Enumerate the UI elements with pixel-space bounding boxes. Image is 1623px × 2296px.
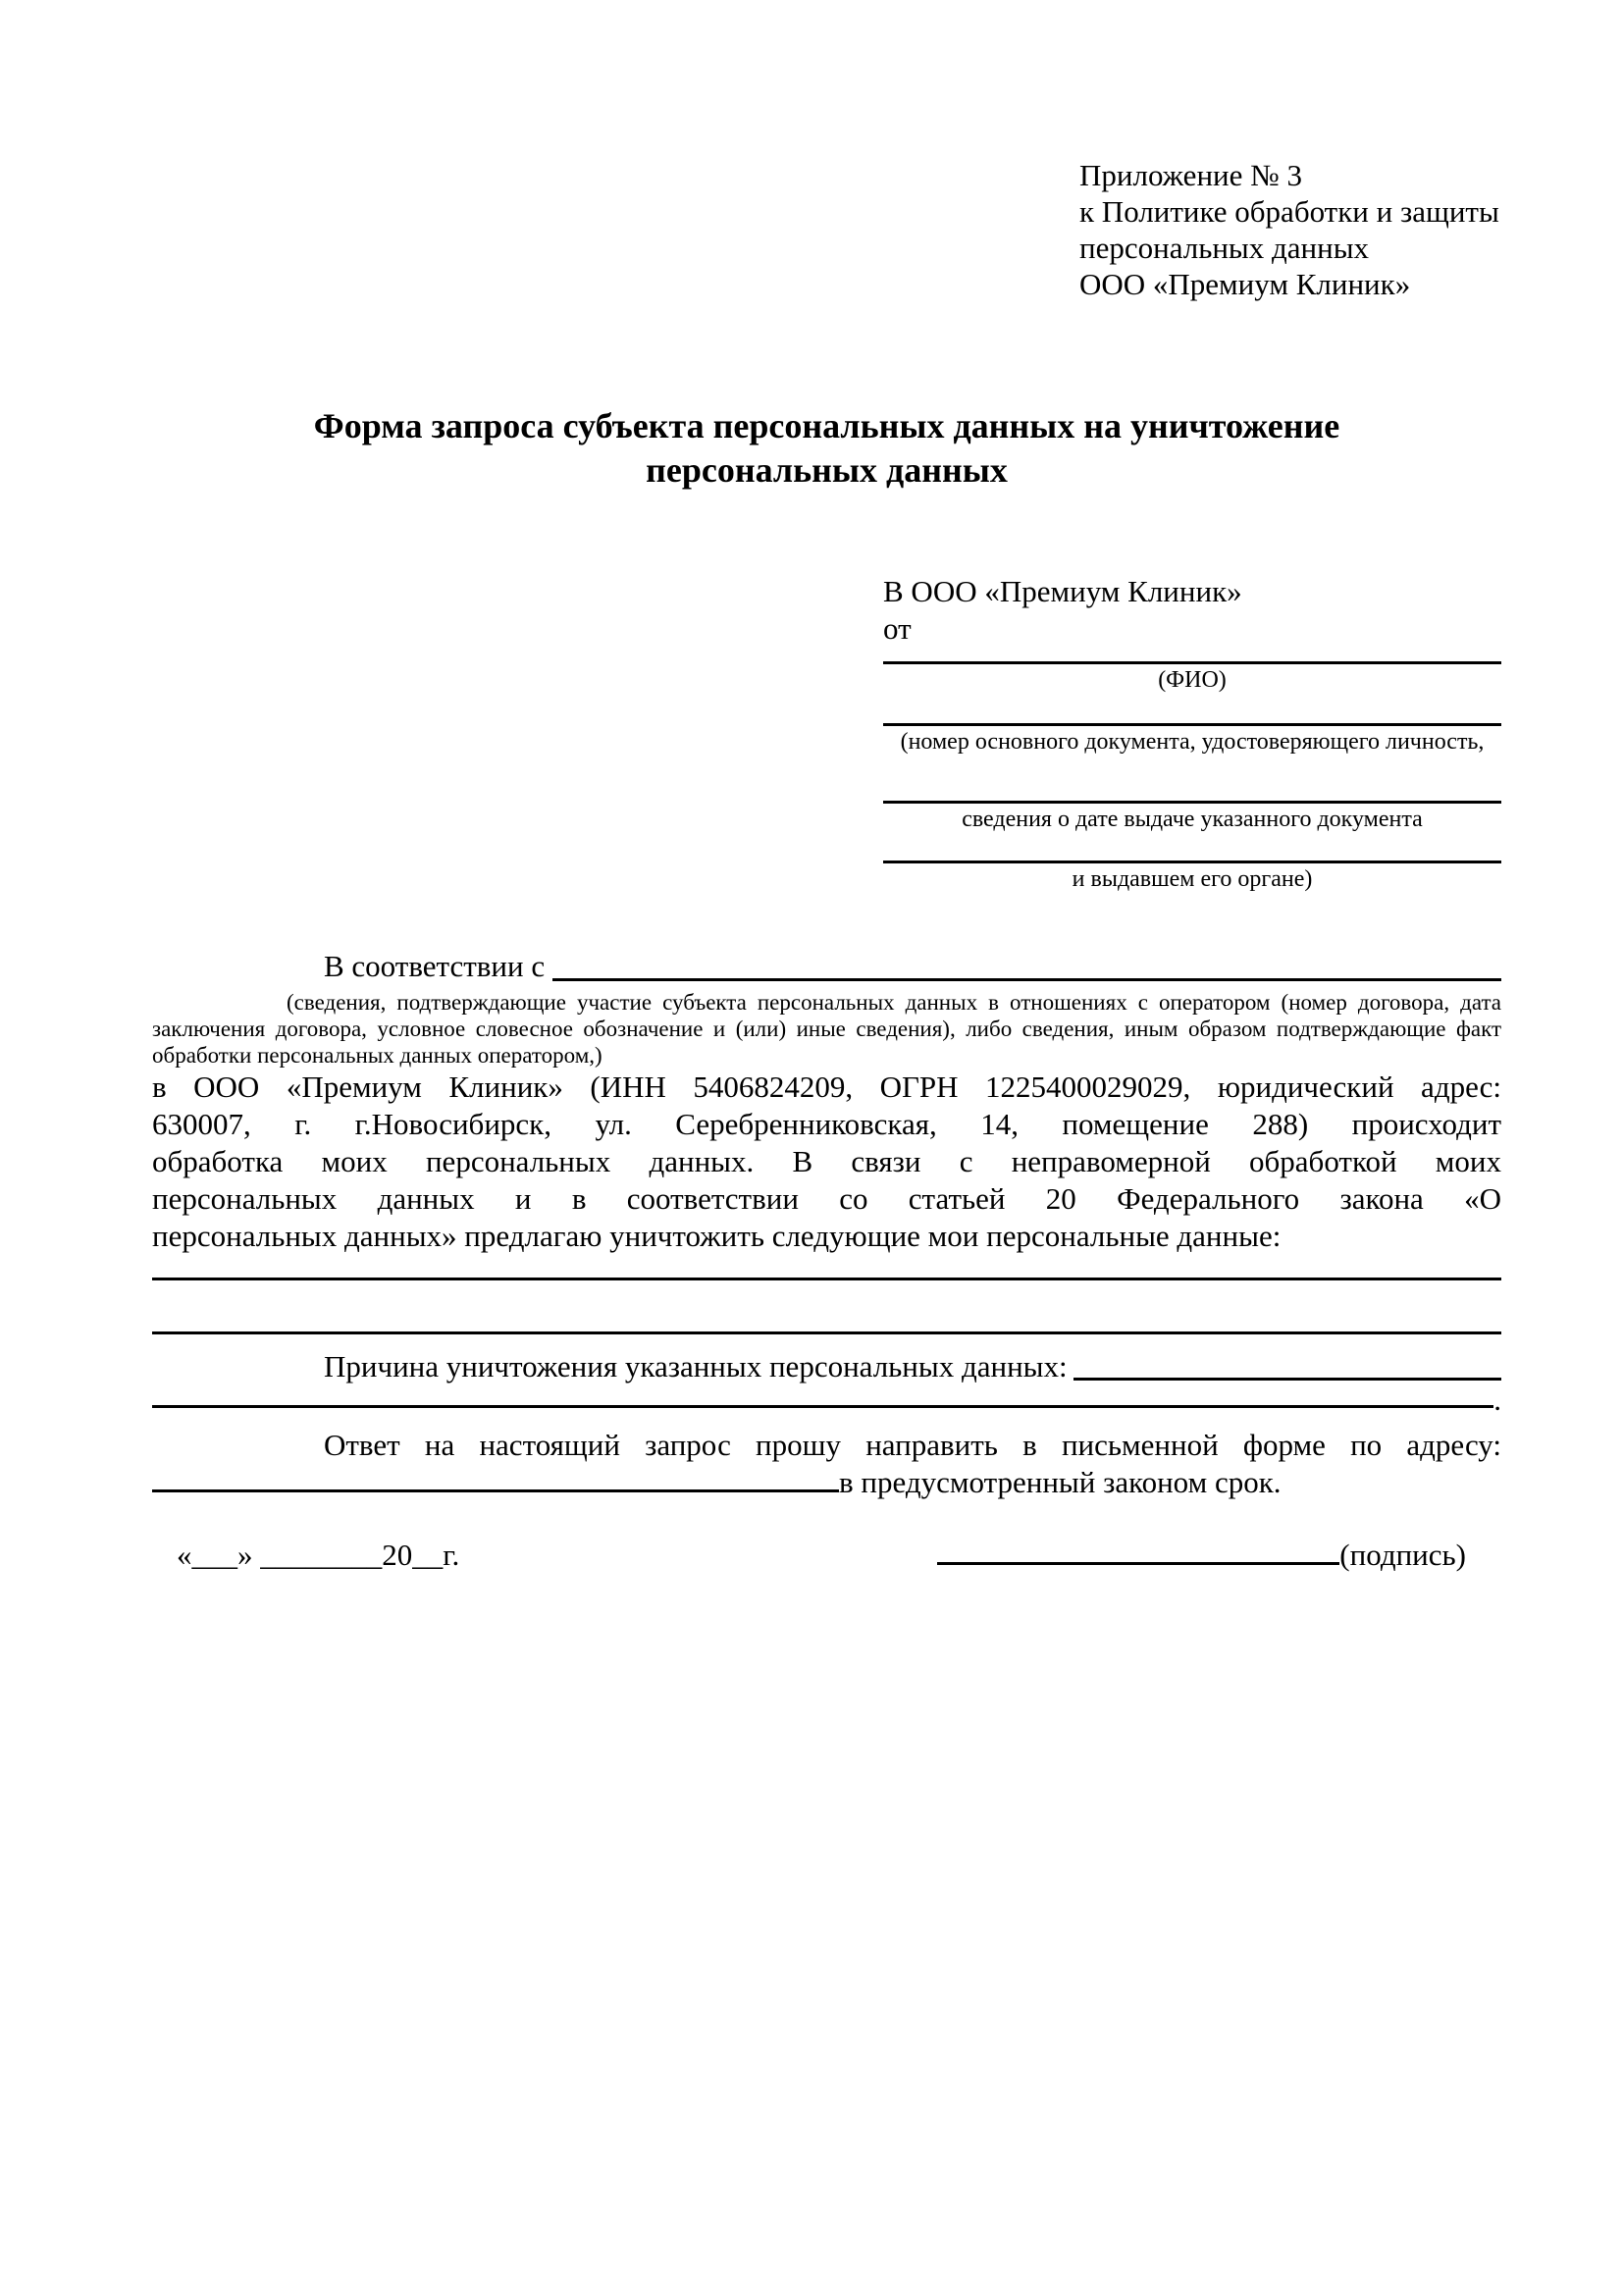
date-field: «___» ________20__г.	[177, 1538, 460, 1572]
response-paragraph: Ответ на настоящий запрос прошу направить в письменной форме по адресу:	[324, 1428, 1501, 1462]
addressee-block	[883, 573, 1501, 893]
document-number-caption: (номер основного документа, удостоверяющего личность,	[900, 729, 1485, 755]
body-paragraph-line-1: в ООО «Премиум Клиник» (ИНН 5406824209, ОГРН 1225400029029, юридический адрес:	[152, 1070, 1501, 1104]
addressee-to: В ООО «Премиум Клиник»	[883, 574, 1242, 608]
issuing-authority-blank-line	[883, 833, 1501, 863]
issue-date-caption: сведения о дате выдаче указанного документа	[962, 807, 1423, 832]
appendix-header-line-4: ООО «Премиум Клиник»	[1079, 267, 1411, 301]
reason-continuation-row	[152, 1385, 1501, 1415]
document-title-line-1: Форма запроса субъекта персональных данных на уничтожение	[313, 406, 1340, 445]
body-paragraph-line-5: персональных данных» предлагаю уничтожить следующие мои персональные данные:	[152, 1219, 1282, 1253]
appendix-header-line-3: персональных данных	[1079, 231, 1370, 265]
personal-data-blank-line-1	[152, 1255, 1501, 1280]
accordance-note-line-3: обработки персональных данных оператором,)	[152, 1043, 602, 1068]
reason-blank-line	[1073, 1348, 1501, 1381]
body-paragraph-line-2: 630007, г. г.Новосибирск, ул. Серебренниковская, 14, помещение 288) происходит	[152, 1107, 1501, 1141]
body-paragraph	[152, 1069, 1501, 1255]
document-number-blank-line	[883, 694, 1501, 726]
body-paragraph-line-3: обработка моих персональных данных. В связи с неправомерной обработкой моих	[152, 1144, 1501, 1178]
appendix-header-line-1: Приложение № 3	[1079, 158, 1302, 192]
accordance-label: В соответствии с	[324, 949, 546, 983]
accordance-blank-line	[552, 947, 1501, 981]
signature-group	[937, 1537, 1466, 1574]
accordance-note	[152, 989, 1501, 1069]
addressee-from: от	[883, 611, 912, 646]
accordance-row	[152, 947, 1501, 986]
footer-row	[152, 1537, 1501, 1574]
document-title-line-2: персональных данных	[646, 450, 1008, 490]
response-address-row	[152, 1464, 1501, 1501]
fio-caption: (ФИО)	[1158, 667, 1227, 693]
accordance-note-line-1: (сведения, подтверждающие участие субъекта персональных данных в отношениях с оператором (номер договора, дата	[287, 990, 1501, 1015]
accordance-note-line-2: заключения договора, условное словесное обозначение и (или) иные сведения), либо сведения, иным образом подтверждающие факт	[152, 1017, 1501, 1041]
fio-blank-line	[883, 648, 1501, 664]
response-tail: в предусмотренный законом срок.	[839, 1465, 1282, 1499]
issue-date-blank-line	[883, 756, 1501, 804]
appendix-header	[1079, 157, 1501, 302]
body-paragraph-line-4: персональных данных и в соответствии со статьей 20 Федерального закона «О	[152, 1181, 1501, 1216]
signature-blank-line	[937, 1562, 1339, 1565]
reason-period: .	[1493, 1383, 1501, 1417]
reason-label: Причина уничтожения указанных персональных данных:	[324, 1349, 1068, 1383]
personal-data-blank-line-2	[152, 1280, 1501, 1334]
reason-continuation-blank-line	[152, 1385, 1493, 1408]
signature-caption: (подпись)	[1339, 1538, 1466, 1572]
reason-row	[152, 1348, 1501, 1385]
address-blank-line	[152, 1489, 839, 1492]
document-title	[152, 404, 1501, 493]
issuing-authority-caption: и выдавшем его органе)	[1072, 866, 1313, 892]
appendix-header-line-2: к Политике обработки и защиты	[1079, 194, 1499, 229]
